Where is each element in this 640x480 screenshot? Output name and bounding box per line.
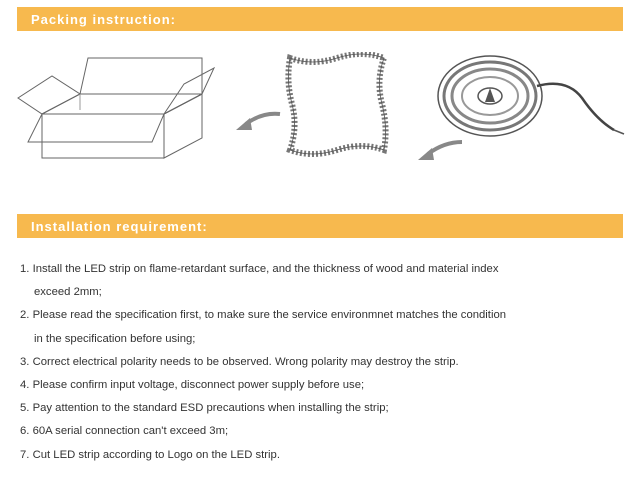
- item-text: Install the LED strip on flame-retardant surface, and the thickness of wood and material index: [32, 263, 499, 275]
- item-text: in the specification before using;: [34, 332, 196, 345]
- installation-requirement-banner: [17, 214, 623, 238]
- item-text: Correct electrical polarity needs to be observed. Wrong polarity may destroy the strip.: [32, 355, 459, 368]
- requirement-item: [20, 374, 620, 397]
- item-number: 4.: [20, 379, 30, 392]
- requirement-item: [20, 397, 620, 420]
- item-number: 6.: [20, 425, 30, 438]
- item-number: 7.: [20, 448, 30, 461]
- item-number: 3.: [20, 355, 30, 368]
- requirement-item-continuation: [20, 328, 620, 351]
- installation-requirement-title: Installation requirement:: [31, 218, 208, 234]
- curved-arrow-left-icon: [232, 110, 282, 134]
- requirement-item: [20, 420, 620, 443]
- packing-instruction-banner: [17, 7, 623, 31]
- packing-illustrations: [0, 40, 640, 180]
- requirements-list: [20, 258, 620, 467]
- requirement-item: [20, 258, 620, 281]
- item-text: exceed 2mm;: [34, 286, 102, 299]
- item-number: 2.: [20, 309, 30, 322]
- item-text: Please read the specification first, to make sure the service environmnet matches the condition: [32, 309, 507, 322]
- led-reel-icon: [432, 50, 628, 142]
- item-text: Cut LED strip according to Logo on the LED strip.: [32, 448, 280, 461]
- item-number: 1.: [20, 263, 30, 275]
- open-box-icon: [14, 50, 219, 162]
- wrapped-strip-icon: [282, 52, 392, 157]
- requirement-item: [20, 444, 620, 467]
- packing-instruction-title: Packing instruction:: [31, 11, 176, 27]
- item-number: 5.: [20, 402, 30, 415]
- item-text: Please confirm input voltage, disconnect power supply before use;: [32, 379, 365, 392]
- requirement-item-continuation: [20, 281, 620, 304]
- item-text: 60A serial connection can't exceed 3m;: [32, 425, 229, 438]
- requirement-item: [20, 304, 620, 327]
- requirement-item: [20, 351, 620, 374]
- item-text: Pay attention to the standard ESD precautions when installing the strip;: [32, 402, 389, 415]
